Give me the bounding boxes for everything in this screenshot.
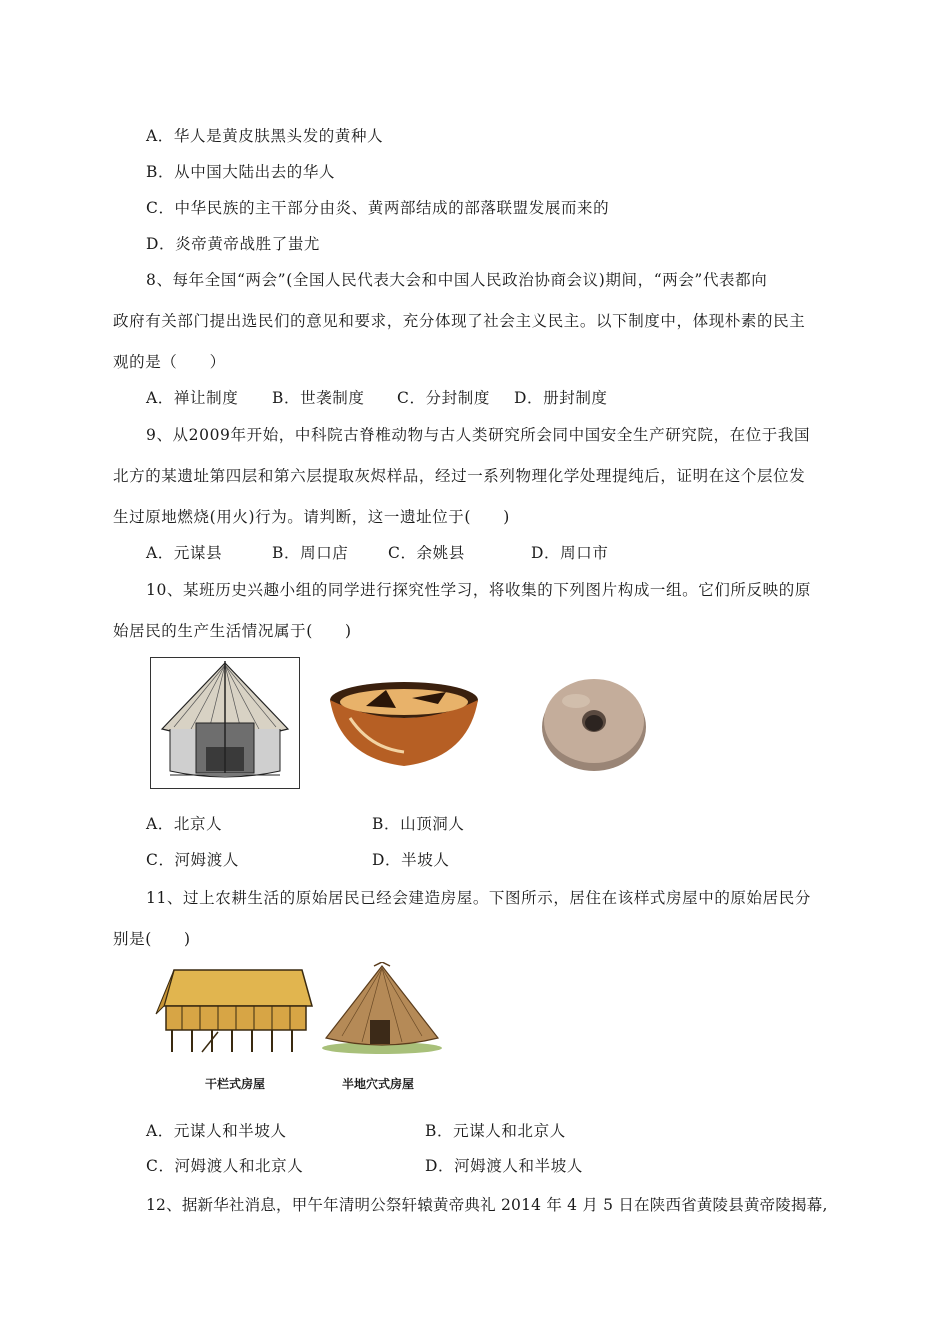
stone-spindle-whorl <box>538 671 650 775</box>
q8-option-d: D．册封制度 <box>514 389 608 407</box>
q9-stem-line2: 北方的某遗址第四层和第六层提取灰烬样品，经过一系列物理化学处理提纯后，证明在这个层位发 <box>113 467 806 485</box>
q10-option-a: A．北京人 <box>146 815 223 833</box>
q7-option-a: A．华人是黄皮肤黑头发的黄种人 <box>146 127 384 145</box>
q10-option-c: C．河姆渡人 <box>146 851 239 869</box>
q9-option-d: D．周口市 <box>531 544 609 562</box>
q11-option-d: D．河姆渡人和半坡人 <box>425 1157 583 1175</box>
q10-stem-line1: 10、某班历史兴趣小组的同学进行探究性学习，将收集的下列图片构成一组。它们所反映的原 <box>146 581 811 599</box>
q8-stem-line3: 观的是（ ） <box>113 353 226 371</box>
q9-option-c: C．余姚县 <box>388 544 465 562</box>
round-hut-drawing <box>150 657 300 789</box>
q10-option-d: D．半坡人 <box>372 851 450 869</box>
q8-stem-line2: 政府有关部门提出选民们的意见和要求，充分体现了社会主义民主。以下制度中，体现朴素的民主 <box>113 312 806 330</box>
q12-stem-line1: 12、据新华社消息，甲午年清明公祭轩辕黄帝典礼 2014 年 4 月 5 日在陕西省黄陵县黄帝陵揭幕, <box>146 1196 828 1214</box>
q7-option-d: D．炎帝黄帝战胜了蚩尤 <box>146 235 321 253</box>
caption-stilt-house: 干栏式房屋 <box>205 1077 266 1091</box>
q11-option-b: B．元谋人和北京人 <box>425 1122 566 1140</box>
stilt-house-drawing <box>152 962 314 1056</box>
q8-option-c: C．分封制度 <box>397 389 490 407</box>
q8-stem-line1: 8、每年全国“两会”(全国人民代表大会和中国人民政治协商会议)期间，“两会”代表都向 <box>146 271 768 289</box>
q7-option-b: B．从中国大陆出去的华人 <box>146 163 336 181</box>
q7-option-c: C．中华民族的主干部分由炎、黄两部结成的部落联盟发展而来的 <box>146 199 610 217</box>
q9-stem-line1: 9、从2009年开始，中科院古脊椎动物与古人类研究所会同中国安全生产研究院，在位于我国 <box>146 426 811 444</box>
q10-stem-line2: 始居民的生产生活情况属于( ) <box>113 622 352 640</box>
semi-subterranean-house-drawing <box>318 962 446 1056</box>
q10-option-b: B．山顶洞人 <box>372 815 465 833</box>
painted-pottery-bowl <box>326 678 482 770</box>
q11-option-c: C．河姆渡人和北京人 <box>146 1157 304 1175</box>
q9-stem-line3: 生过原地燃烧(用火)行为。请判断，这一遗址位于( ) <box>113 508 510 526</box>
caption-semi-subterranean-house: 半地穴式房屋 <box>342 1077 415 1091</box>
q9-option-b: B．周口店 <box>272 544 349 562</box>
q11-stem-line1: 11、过上农耕生活的原始居民已经会建造房屋。下图所示，居住在该样式房屋中的原始居民分 <box>146 889 811 907</box>
q8-option-a: A．禅让制度 <box>146 389 239 407</box>
q8-option-b: B．世袭制度 <box>272 389 365 407</box>
q11-stem-line2: 别是( ) <box>113 930 191 948</box>
q9-option-a: A．元谋县 <box>146 544 223 562</box>
q11-option-a: A．元谋人和半坡人 <box>146 1122 287 1140</box>
